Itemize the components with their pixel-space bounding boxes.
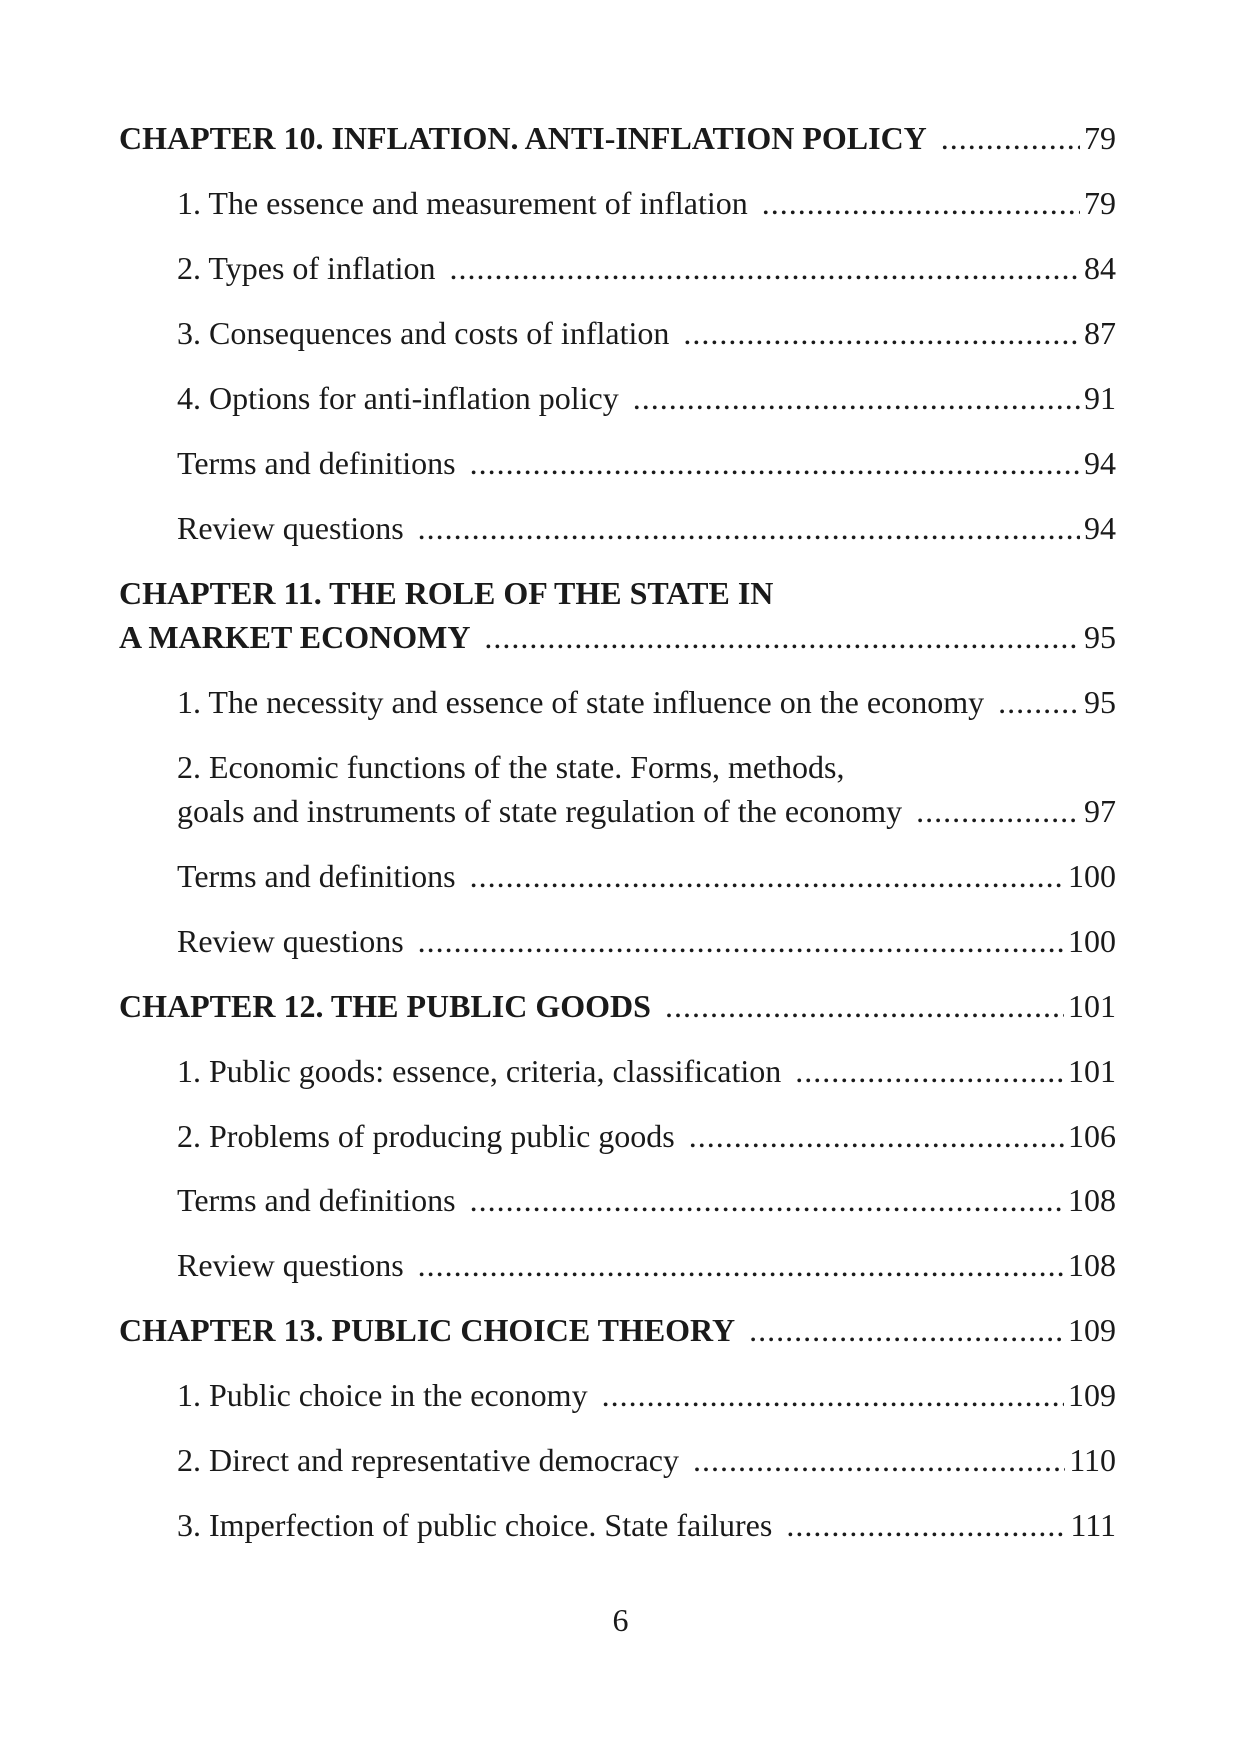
toc-section [177,680,1116,724]
toc-title: CHAPTER 13. PUBLIC CHOICE THEORY [119,1312,736,1348]
toc-page-number: 100 [1068,923,1116,959]
dot-leader [633,376,1080,420]
toc-title-line: 2. Economic functions of the state. Forms, methods, [177,749,845,785]
toc-title: 1. The necessity and essence of state influence on the economy [177,684,985,720]
toc-page-number: 109 [1068,1377,1116,1413]
toc-title: 1. Public goods: essence, criteria, classification [177,1053,782,1089]
page-number: 6 [612,1602,629,1638]
toc-page-number: 94 [1084,445,1116,481]
toc-page-number: 100 [1068,858,1116,894]
dot-leader [941,116,1080,160]
toc-section [177,181,1116,225]
toc-page-number: 109 [1068,1312,1116,1348]
toc-chapter-10 [119,116,1116,160]
toc-page-number: 110 [1069,1442,1116,1478]
toc-chapter-11 [119,571,1116,659]
toc-section [177,919,1116,963]
dot-leader [683,311,1080,355]
toc-chapter-13 [119,1308,1116,1352]
toc-section [177,1049,1116,1093]
toc-title: Review questions [177,923,404,959]
dot-leader [418,919,1064,963]
toc-title: goals and instruments of state regulation of the economy [177,793,903,829]
dot-leader [689,1114,1064,1158]
dot-leader [449,246,1080,290]
toc-page-number: 87 [1084,315,1116,351]
dot-leader [665,984,1064,1028]
toc-chapter-12 [119,984,1116,1028]
toc-page-number: 101 [1068,988,1116,1024]
toc-page-number: 84 [1084,250,1116,286]
dot-leader [998,680,1080,724]
toc-section [177,1503,1116,1547]
toc-section [177,506,1116,550]
toc-page-number: 111 [1070,1507,1116,1543]
toc-section [177,441,1116,485]
toc-section [177,376,1116,420]
dot-leader [470,854,1064,898]
toc-title: Terms and definitions [177,858,456,894]
toc-title: CHAPTER 12. THE PUBLIC GOODS [119,988,651,1024]
toc-page-number: 101 [1068,1053,1116,1089]
toc-page-number: 95 [1084,684,1116,720]
toc-section [177,1243,1116,1287]
toc-title: 2. Direct and representative democracy [177,1442,679,1478]
toc-page-number: 94 [1084,510,1116,546]
toc-section [177,1438,1116,1482]
toc-page-number: 91 [1084,380,1116,416]
dot-leader [418,1243,1064,1287]
toc-section [177,246,1116,290]
toc-page-number: 95 [1084,619,1116,655]
toc-title: 3. Imperfection of public choice. State failures [177,1507,773,1543]
toc-title: Terms and definitions [177,445,456,481]
dot-leader [470,441,1080,485]
toc-page-number: 106 [1068,1118,1116,1154]
toc-section [177,1114,1116,1158]
toc-title: Review questions [177,1247,404,1283]
toc-title: 4. Options for anti-inflation policy [177,380,619,416]
dot-leader [484,615,1080,659]
dot-leader [749,1308,1064,1352]
toc-title: 3. Consequences and costs of inflation [177,315,670,351]
toc-page-number: 97 [1084,793,1116,829]
toc-title: 1. The essence and measurement of inflation [177,185,748,221]
toc-section [177,854,1116,898]
dot-leader [916,789,1080,833]
toc-page-number: 108 [1068,1247,1116,1283]
dot-leader [786,1503,1066,1547]
dot-leader [795,1049,1064,1093]
toc-title: Review questions [177,510,404,546]
toc-title: CHAPTER 10. INFLATION. ANTI-INFLATION POLICY [119,120,927,156]
toc-section [177,1373,1116,1417]
dot-leader [762,181,1080,225]
dot-leader [470,1178,1064,1222]
dot-leader [418,506,1080,550]
toc-page-number: 79 [1084,120,1116,156]
toc-title: Terms and definitions [177,1182,456,1218]
toc-title: 2. Problems of producing public goods [177,1118,675,1154]
toc-section [177,745,1116,833]
toc-title: 2. Types of inflation [177,250,436,286]
toc-section [177,1178,1116,1222]
toc-section [177,311,1116,355]
toc-page-number: 79 [1084,185,1116,221]
dot-leader [693,1438,1065,1482]
toc-page-number: 108 [1068,1182,1116,1218]
dot-leader [602,1373,1064,1417]
toc-title-line: CHAPTER 11. THE ROLE OF THE STATE IN [119,575,774,611]
toc-title: 1. Public choice in the economy [177,1377,588,1413]
toc-title: A MARKET ECONOMY [119,619,471,655]
